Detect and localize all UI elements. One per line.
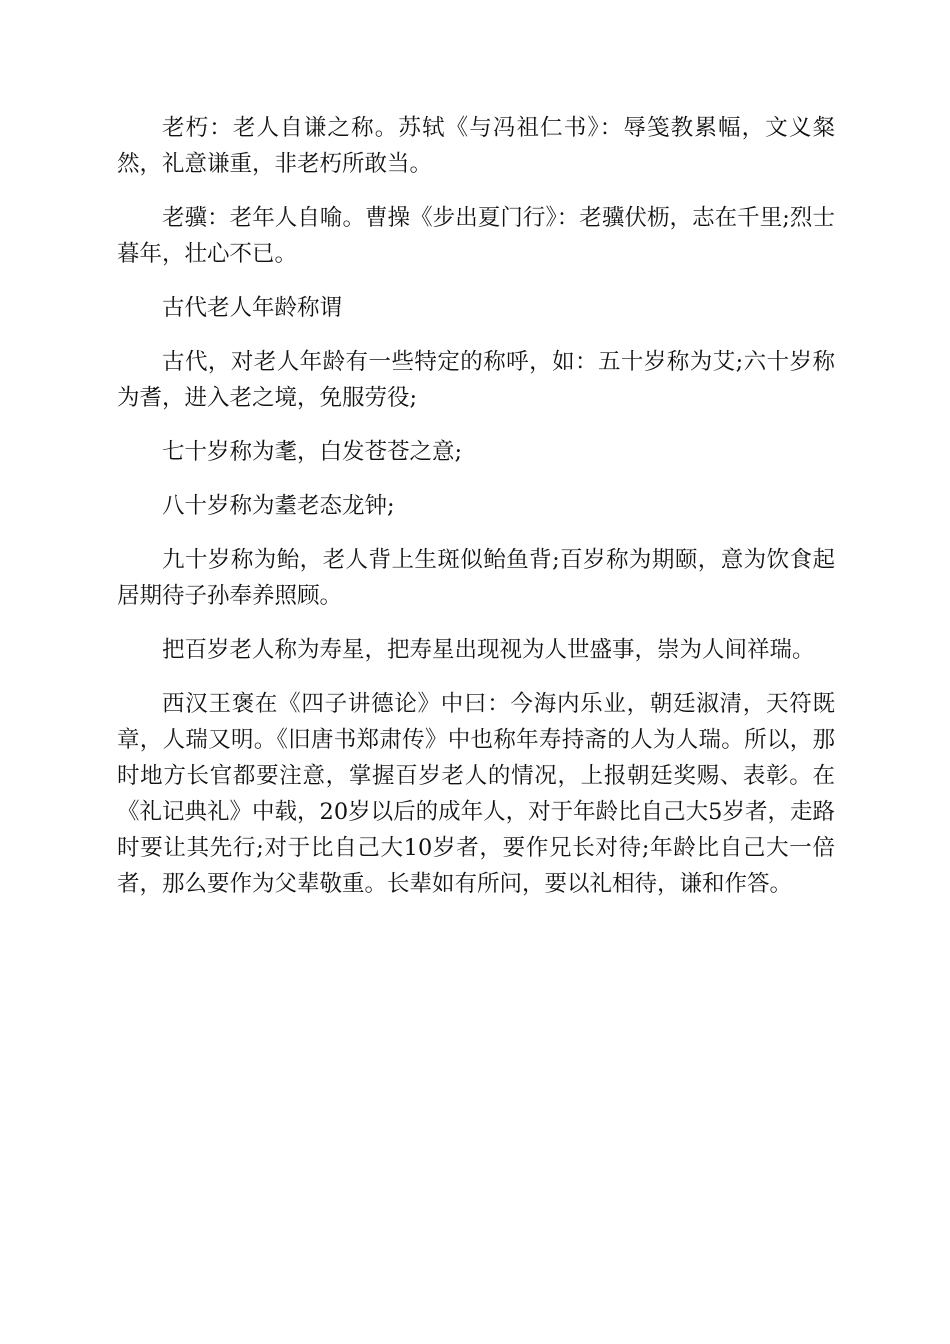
paragraph-seventy: 七十岁称为耄，白发苍苍之意;	[162, 439, 463, 465]
paragraph-shouxing: 把百岁老人称为寿星，把寿星出现视为人世盛事，崇为人间祥瑞。	[162, 637, 815, 663]
paragraph-renrui: 西汉王褒在《四子讲德论》中曰：今海内乐业，朝廷淑清，天符既章，人瑞又明。《旧唐书郑肃传》中也称年寿持斋的人为人瑞。所以，那时地方长官都要注意，掌握百岁老人的情况，上报朝廷奖赐、表彰。在《礼记典礼》中载，20岁以后的成年人，对于年龄比自己大5岁者，走路时要让其先行;对于比自己大10岁者，要作兄长对待;年龄比自己大一倍者，那么要作为父辈敬重。长辈如有所问，要以礼相待，谦和作答。	[117, 691, 835, 897]
paragraph-ninety-hundred: 九十岁称为鲐，老人背上生斑似鲐鱼背;百岁称为期颐，意为饮食起居期待子孙奉养照顾。	[117, 547, 835, 609]
paragraph-ages-intro: 古代，对老人年龄有一些特定的称呼，如：五十岁称为艾;六十岁称为耆，进入老之境，免服劳役;	[117, 349, 835, 411]
paragraph-eighty: 八十岁称为耋老态龙钟;	[162, 493, 395, 519]
paragraph-laoji: 老骥：老年人自喻。曹操《步出夏门行》：老骥伏枥，志在千里;烈士暮年，壮心不已。	[117, 205, 835, 267]
document-body	[117, 110, 835, 920]
paragraph-laoxiu: 老朽：老人自谦之称。苏轼《与冯祖仁书》：辱笺教累幅，文义粲然，礼意谦重，非老朽所敢当。	[117, 115, 835, 177]
section-heading: 古代老人年龄称谓	[162, 295, 343, 321]
